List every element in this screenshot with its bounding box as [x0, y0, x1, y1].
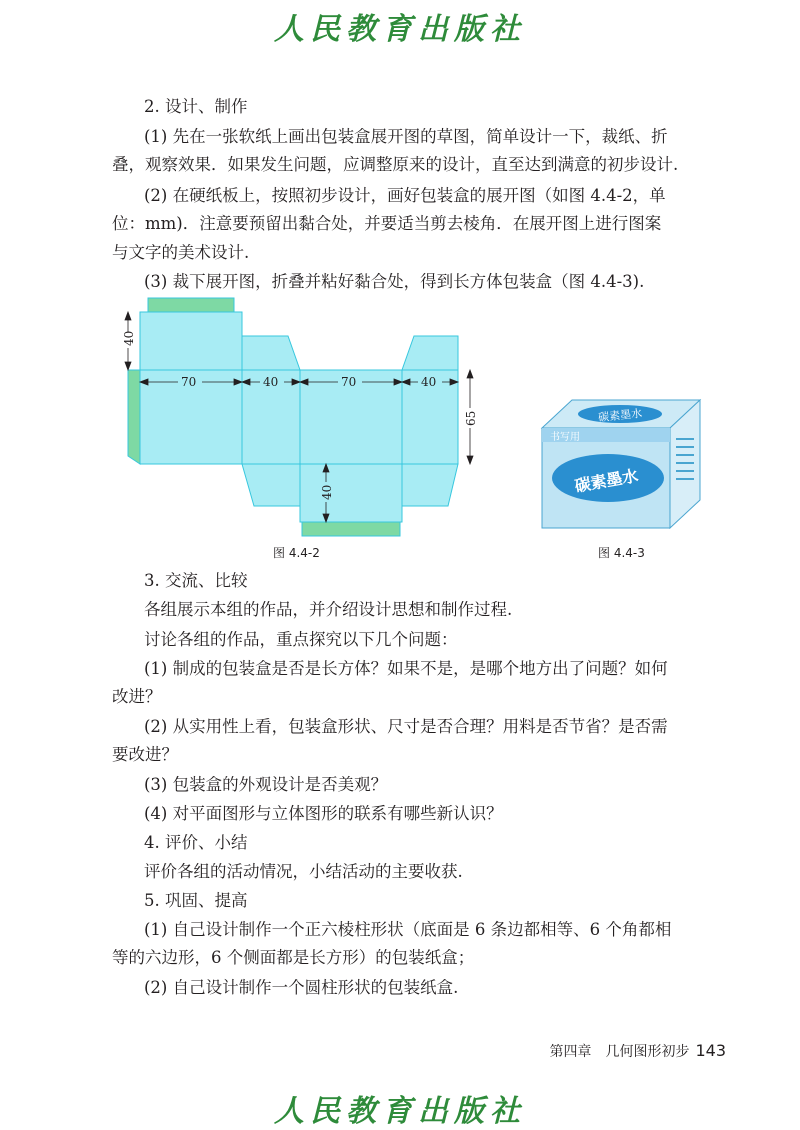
top-label-text: 碳素墨水 [597, 406, 643, 425]
dim-65: 65 [464, 410, 478, 426]
top-flap-tab [148, 298, 234, 312]
section2-p2-line3: 与文字的美术设计. [112, 243, 250, 262]
section3-q1-line1: (1) 制成的包装盒是否是长方体？如果不是，是哪个地方出了问题？如何 [144, 659, 668, 678]
section3-line1: 各组展示本组的作品，并介绍设计思想和制作过程. [144, 600, 513, 619]
publisher-logo-bottom: 人民教育出版社 [274, 1094, 526, 1129]
dim-40-bottom: 40 [320, 484, 334, 500]
section2-p1-line2: 叠，观察效果．如果发生问题，应调整原来的设计，直至达到满意的初步设计. [112, 155, 679, 174]
section3-q3: (3) 包装盒的外观设计是否美观？ [144, 775, 388, 794]
figure-caption-442: 图 4.4-2 [273, 546, 320, 560]
section5-heading: 5. 巩固、提高 [144, 891, 248, 910]
chapter-title: 第四章 几何图形初步 [549, 1044, 690, 1060]
bottom-flap [300, 464, 402, 522]
section3-line2: 讨论各组的作品，重点探究以下几个问题： [144, 630, 458, 649]
section3-heading: 3. 交流、比较 [144, 571, 248, 590]
section4-line1: 评价各组的活动情况，小结活动的主要收获. [144, 862, 463, 881]
section4-heading: 4. 评价、小结 [144, 833, 248, 852]
publisher-logo-top: 人民教育出版社 [274, 12, 526, 47]
section3-q4: (4) 对平面图形与立体图形的联系有哪些新认识？ [144, 804, 503, 823]
top-flap [140, 312, 242, 370]
section2-p2-line1: (2) 在硬纸板上，按照初步设计，画好包装盒的展开图（如图 4.4-2，单 [144, 186, 666, 205]
dim-70-b: 70 [341, 375, 357, 389]
side-flap-bottom-a [242, 464, 300, 506]
section3-q2-line1: (2) 从实用性上看，包装盒形状、尺寸是否合理？用料是否节省？是否需 [144, 717, 668, 736]
page-number: 143 [695, 1041, 726, 1060]
section5-item1-line2: 等的六边形，6 个侧面都是长方形）的包装纸盒； [112, 948, 475, 967]
section2-p1-line1: (1) 先在一张软纸上画出包装盒展开图的草图，简单设计一下，裁纸、折 [144, 127, 668, 146]
ink-box-figure [538, 398, 706, 532]
section2-heading: 2. 设计、制作 [144, 97, 248, 116]
front-small-label: 书写用 [550, 432, 580, 443]
section3-q1-line2: 改进？ [112, 687, 162, 706]
box-net-figure [118, 292, 488, 542]
front-label-text: 碳素墨水 [573, 465, 640, 496]
section2-p2-line2: 位：mm)．注意要预留出黏合处，并要适当剪去棱角．在展开图上进行图案 [112, 214, 662, 233]
section5-item1-line1: (1) 自己设计制作一个正六棱柱形状（底面是 6 条边都相等、6 个角都相 [144, 920, 672, 939]
side-flap-bottom-b [402, 464, 458, 506]
section3-q2-line2: 要改进？ [112, 745, 178, 764]
section5-item2: (2) 自己设计制作一个圆柱形状的包装纸盒. [144, 978, 459, 997]
dim-40-b: 40 [421, 375, 437, 389]
figure-caption-443: 图 4.4-3 [598, 546, 645, 560]
glue-tab-left [128, 370, 140, 464]
side-flap-top-b [402, 336, 458, 370]
side-flap-top-a [242, 336, 300, 370]
section2-p3: (3) 裁下展开图，折叠并粘好黏合处，得到长方体包装盒（图 4.4-3). [144, 272, 645, 291]
dim-40-a: 40 [263, 375, 279, 389]
bottom-flap-tab [302, 522, 400, 536]
dim-70-a: 70 [181, 375, 197, 389]
page-footer [549, 1041, 726, 1061]
dim-40-top: 40 [122, 330, 136, 346]
